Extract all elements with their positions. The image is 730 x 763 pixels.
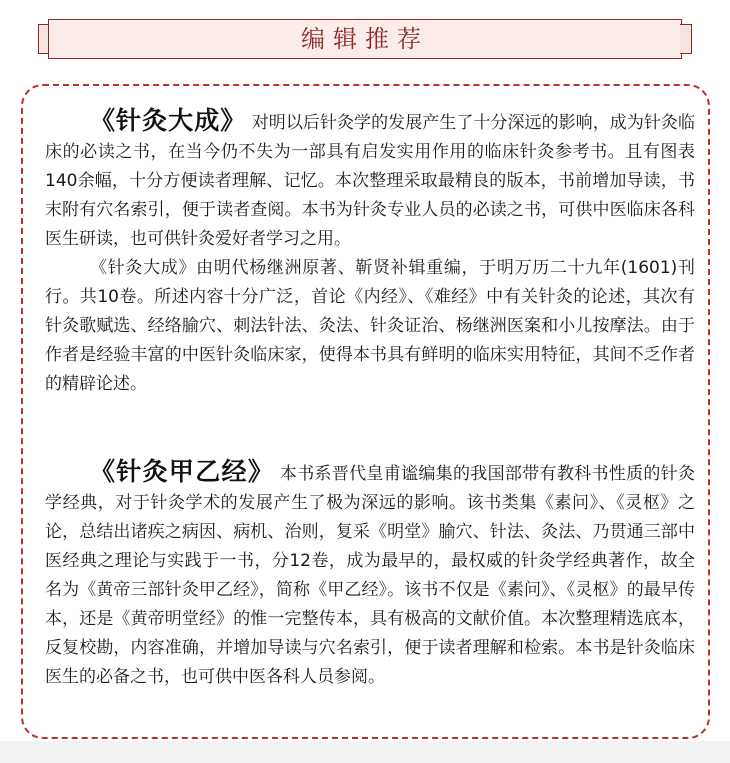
section-header-banner xyxy=(38,19,692,59)
recommendation-section-zhenjiu-jiayijing xyxy=(45,457,695,692)
bottom-band xyxy=(0,741,730,763)
section-intro-paragraph xyxy=(45,106,695,254)
recommendation-section-zhenjiu-dacheng xyxy=(45,106,695,399)
page-title: 编辑推荐 xyxy=(301,25,429,53)
section-detail-paragraph: 《针灸大成》由明代杨继洲原著、靳贤补辑重编，于明万历二十九年(1601)刊行。共10卷。所述内容十分广泛，首论《内经》、《难经》中有关针灸的论述，其次有针灸歌赋选、经络腧穴、刺法针法、灸法、针灸证治、杨继洲医案和小儿按摩法。由于作者是经验丰富的中医针灸临床家，使得本书具有鲜明的临床实用特征，其间不乏作者的精辟论述。 xyxy=(45,258,695,394)
intro-text: 对明以后针灸学的发展产生了十分深远的影响，成为针灸临床的必读之书，在当今仍不失为一部具有启发实用作用的临床针灸参考书。且有图表140余幅，十分方便读者理解、记忆。本次整理采取最精良的版本，书前增加导读，书末附有穴名索引，便于读者查阅。本书为针灸专业人员的必读之书，可供中医临床各科医生研读，也可供针灸爱好者学习之用。 xyxy=(45,113,695,249)
book-title: 《针灸大成》 xyxy=(90,106,247,135)
intro-text: 本书系晋代皇甫谧编集的我国部带有教科书性质的针灸学经典，对于针灸学术的发展产生了极为深远的影响。该书类集《素问》、《灵枢》之论，总结出诸疾之病因、病机、治则，复采《明堂》腧穴、针法、灸法、乃贯通三部中医经典之理论与实践于一书，分12卷，成为最早的，最权威的针灸学经典著作，故全名为《黄帝三部针灸甲乙经》，简称《甲乙经》。该书不仅是《素问》、《灵枢》的最早传本，还是《黄帝明堂经》的惟一完整传本，具有极高的文献价值。本次整理精选底本，反复校勘，内容准确，并增加导读与穴名索引，便于读者理解和检索。本书是针灸临床医生的必备之书，也可供中医各科人员参阅。 xyxy=(45,464,695,687)
book-title: 《针灸甲乙经》 xyxy=(90,457,275,486)
section-intro-paragraph xyxy=(45,457,695,692)
